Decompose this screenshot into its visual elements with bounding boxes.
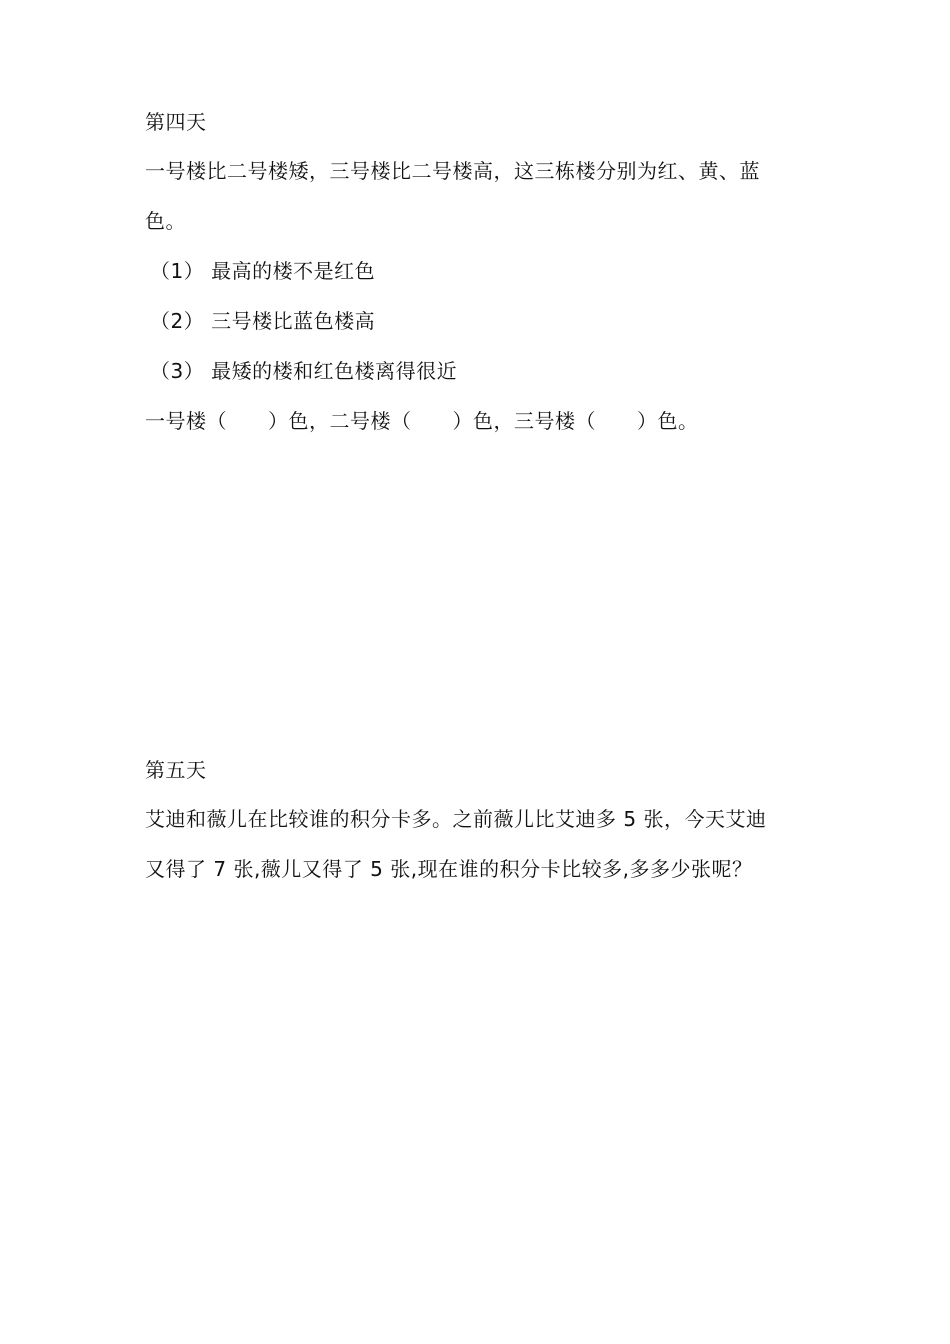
day4-question-line2: 色。 [145, 209, 186, 233]
day4-clue-2: （2） 三号楼比蓝色楼高 [150, 309, 376, 333]
day4-clue-3: （3） 最矮的楼和红色楼离得很近 [150, 359, 458, 383]
day4-title: 第四天 [145, 110, 207, 134]
day4-answer-line: 一号楼（ ）色，二号楼（ ）色，三号楼（ ）色。 [145, 409, 699, 433]
day5-question-line1: 艾迪和薇儿在比较谁的积分卡多。之前薇儿比艾迪多 5 张，今天艾迪 [145, 807, 767, 831]
day5-question-line2: 又得了 7 张,薇儿又得了 5 张,现在谁的积分卡比较多,多多少张呢？ [145, 857, 753, 881]
day4-clue-1: （1） 最高的楼不是红色 [150, 259, 376, 283]
day5-title: 第五天 [145, 758, 207, 782]
day4-question-line1: 一号楼比二号楼矮，三号楼比二号楼高，这三栋楼分别为红、黄、蓝 [145, 159, 760, 183]
